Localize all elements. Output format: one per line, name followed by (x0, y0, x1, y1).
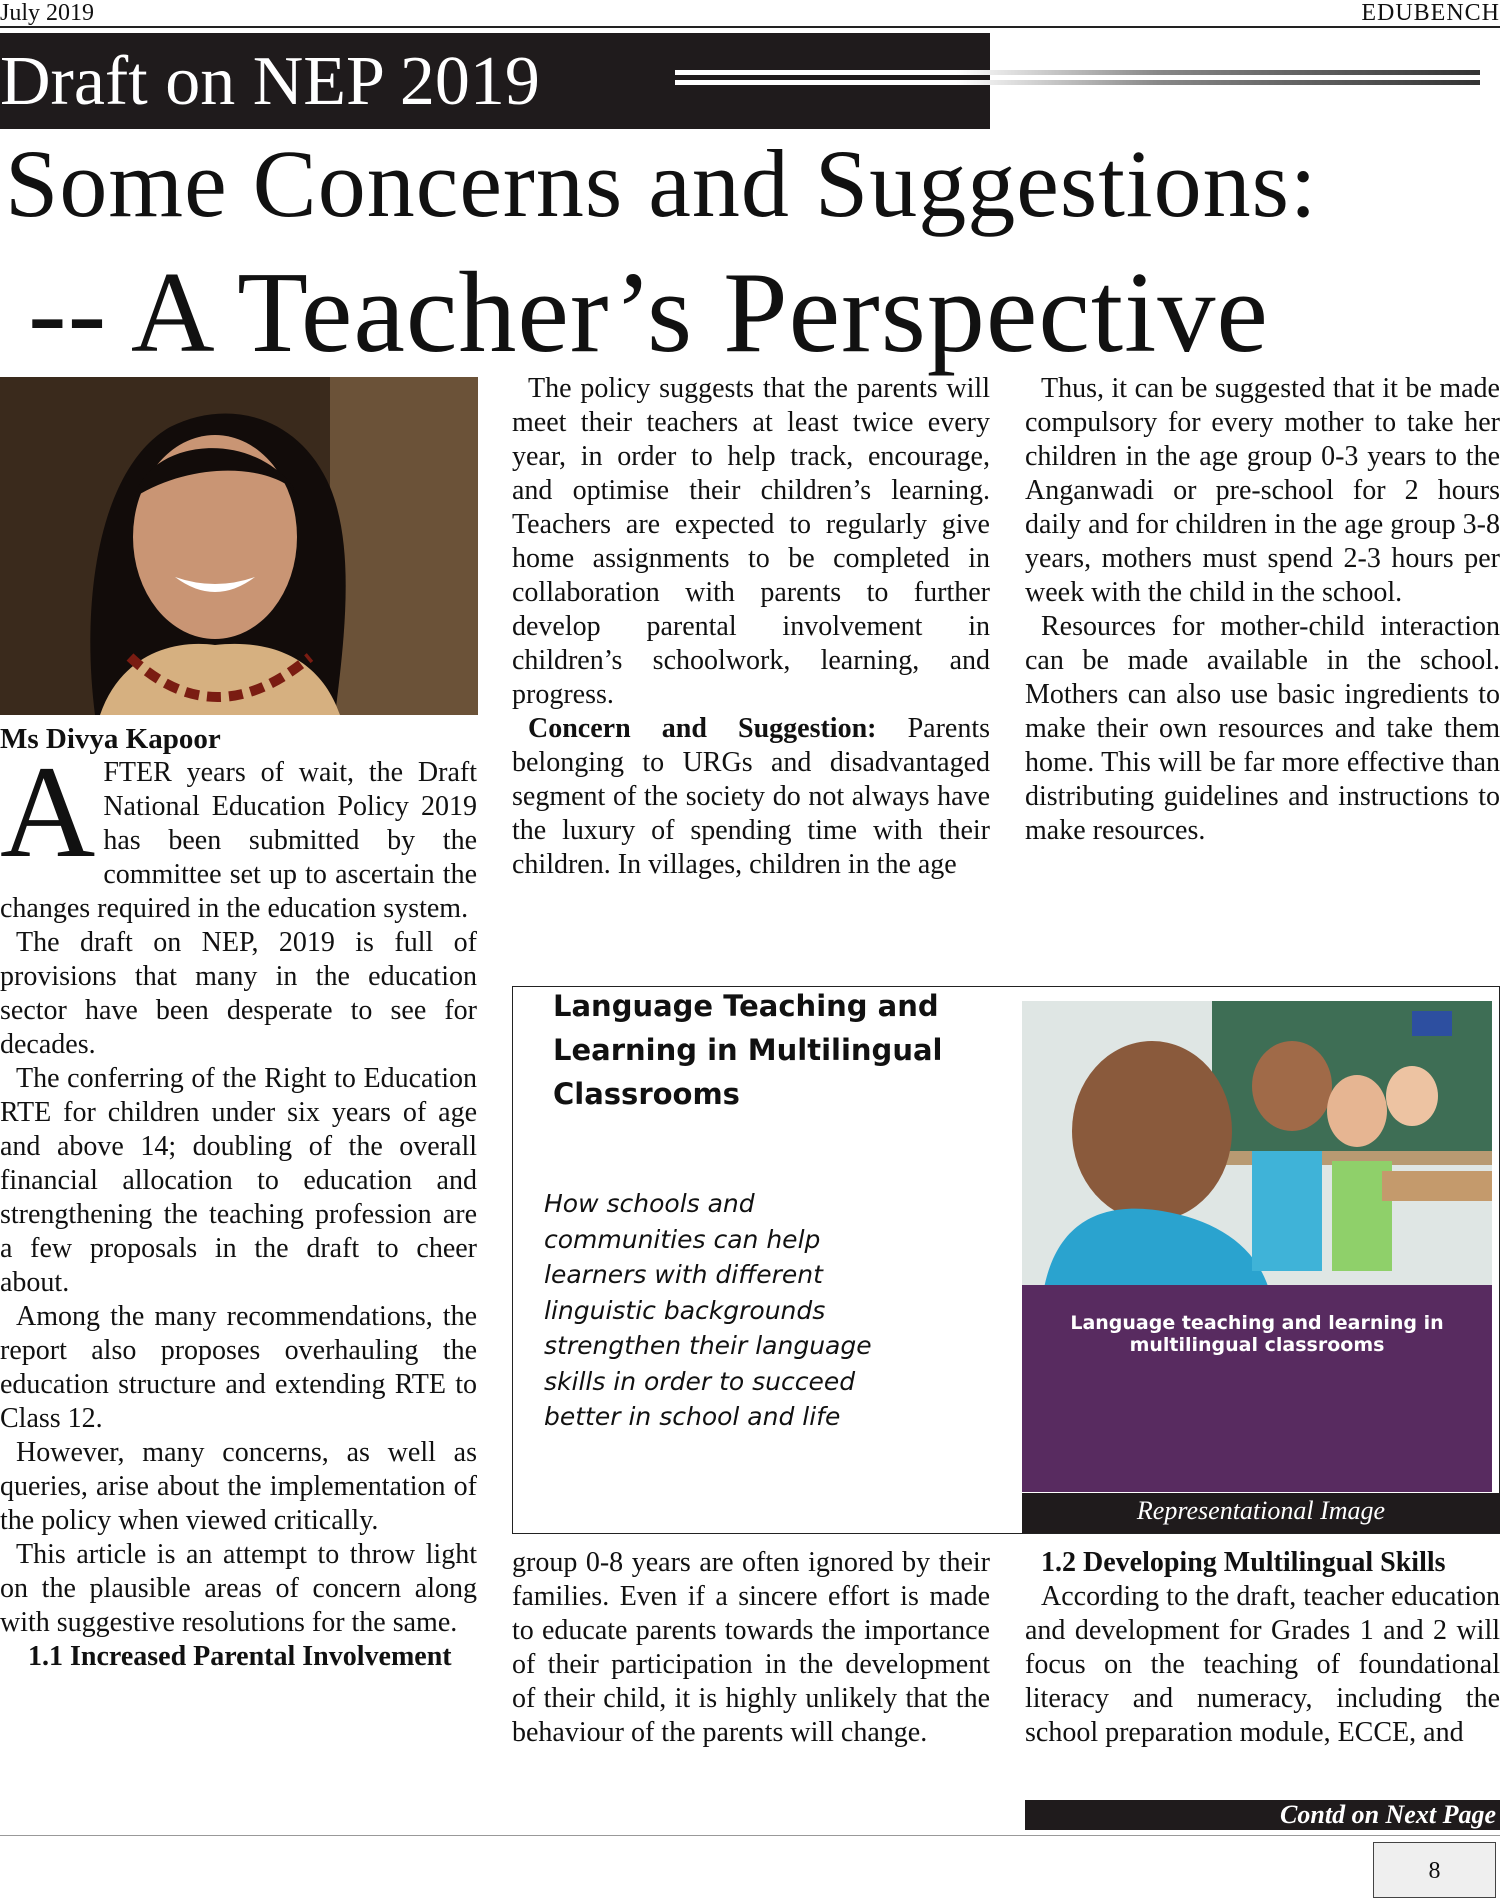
kicker-decoration (675, 70, 1480, 90)
paragraph: Resources for mother-child interaction can be made available in the school. Mothers can also use basic ingredients to make their own resources and take them home. This will be far more effective than distributing guidelines and instructions to make resources. (1025, 611, 1500, 846)
headline-line1: Some Concerns and Suggestions: (5, 130, 1318, 237)
page-number: 8 (1373, 1842, 1496, 1898)
article-column-1 (0, 722, 477, 1674)
article-column-2-continued (512, 1546, 990, 1750)
author-photo-illustration (0, 377, 478, 715)
book-cover-title: Language teaching and learning in multilingual classrooms (1070, 1312, 1444, 1356)
headline-line2: -- A Teacher’s Perspective (28, 249, 1269, 377)
book-tagline: How schools and communities can help learners with different linguistic backgrounds strengthen their language skills in order to succeed better in school and life (544, 1189, 872, 1431)
footer-rule (0, 1835, 1500, 1836)
section-heading-1-1: 1.1 Increased Parental Involvement (28, 1641, 452, 1672)
paragraph: This article is an attempt to throw light on the plausible areas of concern along with suggestive resolutions for the same. (0, 1539, 477, 1638)
paragraph: The conferring of the Right to Education RTE for children under six years of age and above 14; doubling of the overall financial allocation to education and strengthening the teaching profession are a few proposals in the draft to cheer about. (0, 1063, 477, 1298)
section-heading-1-2: 1.2 Developing Multilingual Skills (1041, 1547, 1446, 1578)
drop-cap: A (0, 738, 96, 885)
issue-date: July 2019 (0, 0, 95, 26)
paragraph: According to the draft, teacher education and development for Grades 1 and 2 will focus on the teaching of foundational literacy and numeracy, including the school preparation module, ECCE, and (1025, 1581, 1500, 1748)
paragraph: The draft on NEP, 2019 is full of provisions that many in the education sector have been desperate to see for decades. (0, 927, 477, 1060)
paragraph: However, many concerns, as well as queries, arise about the implementation of the policy when viewed critically. (0, 1437, 477, 1536)
paragraph (512, 712, 990, 882)
paragraph: The policy suggests that the parents will meet their teachers at least twice every year, in order to help track, encourage, and optimise their children’s learning. Teachers are expected to regularly give home assignments to be completed in collaboration with parents to further develop parental involvement in children’s schoolwork, learning, and progress. (512, 373, 990, 710)
continued-link[interactable]: Contd on Next Page (1280, 1800, 1496, 1829)
article-column-2 (512, 372, 990, 882)
publication-name: EDUBENCH (1361, 0, 1500, 26)
author-photo (0, 377, 478, 715)
book-title: Language Teaching and Learning in Multilingual Classrooms (553, 989, 943, 1111)
author-byline: Ms Divya Kapoor (0, 723, 221, 755)
image-caption: Representational Image (1136, 1496, 1386, 1525)
kicker-text: Draft on NEP 2019 (0, 43, 540, 120)
concern-text: Parents belonging to URGs and disadvantaged segment of the society do not always have the luxury of spending time with their children. In villages, children in the age (512, 713, 991, 880)
article-column-3 (1025, 372, 1500, 848)
paragraph: group 0-8 years are often ignored by their families. Even if a sincere effort is made to educate parents towards the importance of their participation in the development of their child, it is highly unlikely that the behaviour of the parents will change. (512, 1547, 990, 1748)
paragraph: Thus, it can be suggested that it be made compulsory for every mother to take her children in the age group 0-3 years to the Anganwadi or pre-school for 2 hours daily and for children in the age group 3-8 years, mothers must spend 2-3 hours per week with the child in the school. (1025, 373, 1500, 608)
concern-label: Concern and Suggestion: (528, 713, 877, 744)
lead-text: FTER years of wait, the Draft National Education Policy 2019 has been submitted by the committee set up to ascertain the changes required in the education system. (0, 757, 477, 924)
header-rule (0, 26, 1500, 28)
article-column-3-continued (1025, 1546, 1500, 1750)
paragraph: Among the many recommendations, the report also proposes overhauling the education structure and extending RTE to Class 12. (0, 1301, 477, 1434)
